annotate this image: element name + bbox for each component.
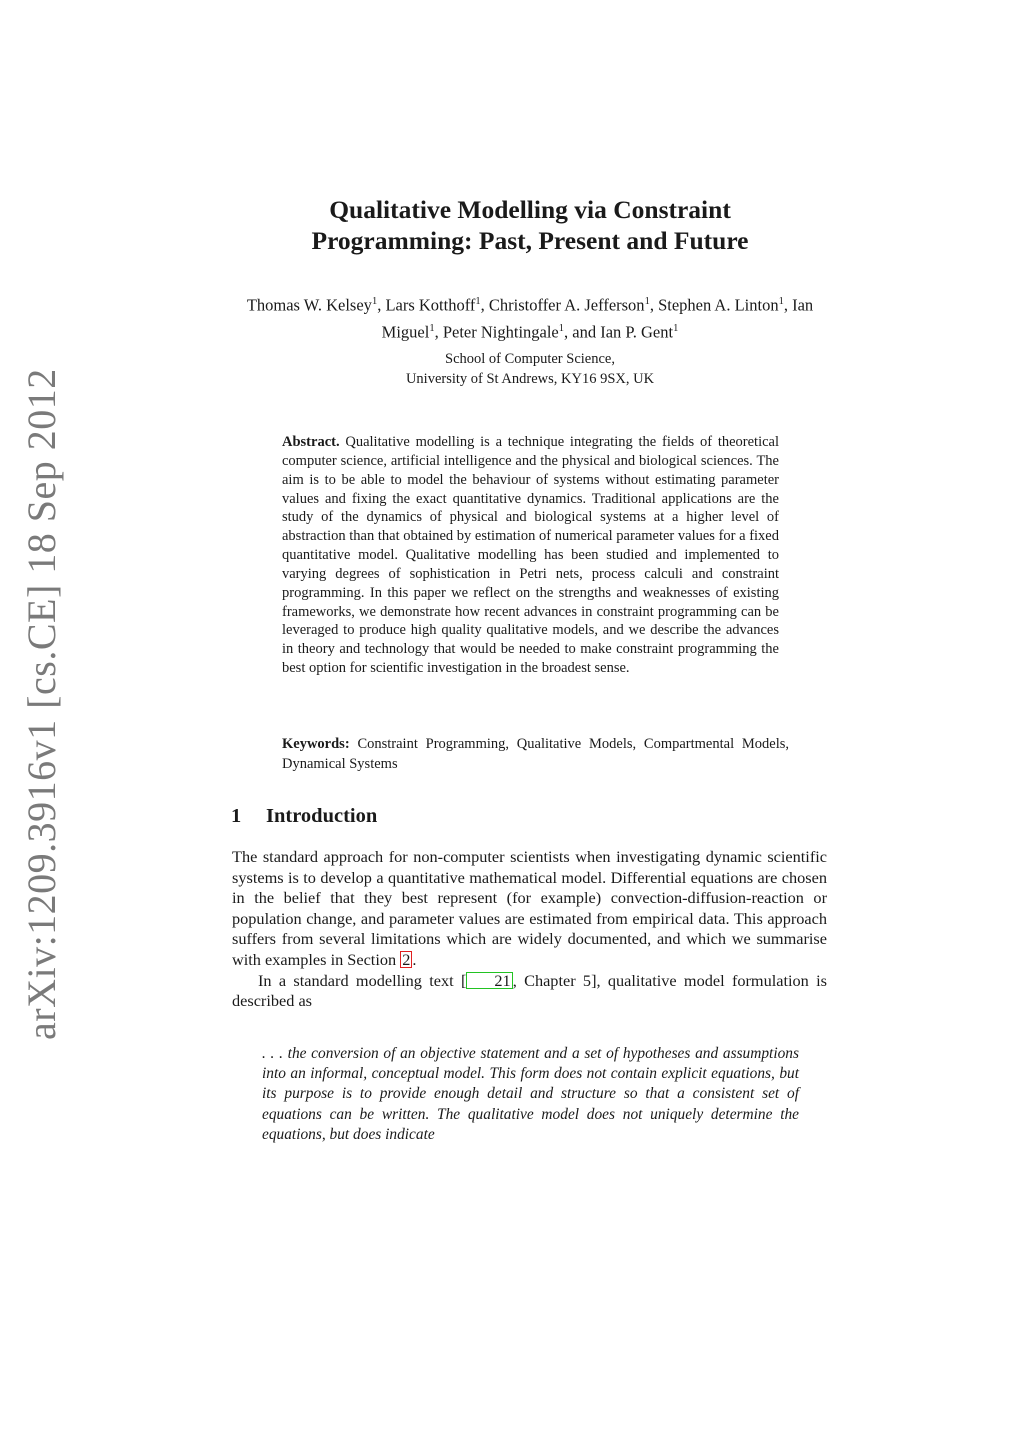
author-affiliation-mark: 1 [673, 322, 679, 334]
section-number: 1 [231, 805, 242, 827]
author-name: Ian P. Gent [600, 322, 674, 341]
paragraph-1 [232, 847, 827, 971]
author-name: Christoffer A. Jefferson [488, 295, 645, 315]
author-separator: , and [564, 322, 601, 341]
section-title: Introduction [266, 805, 378, 827]
author-name: Peter Nightingale [442, 322, 559, 341]
author-affiliation-mark: 1 [371, 296, 378, 307]
affiliation [230, 350, 830, 389]
keywords [282, 735, 789, 774]
author-name: Stephen A. Linton [658, 295, 779, 315]
author-separator: , [377, 295, 386, 315]
author-affiliation-mark: 1 [558, 322, 565, 334]
keywords-label: Keywords: [282, 736, 350, 752]
author-name: Lars Kotthoff [385, 295, 476, 315]
author-affiliation-mark: 1 [778, 296, 784, 307]
paragraph-1-end: . [412, 949, 417, 969]
title-line-1: Qualitative Modelling via Constraint [329, 195, 731, 224]
author-affiliation-mark: 1 [475, 296, 481, 307]
paper-title [230, 194, 830, 256]
paragraph-1-text: The standard approach for non-computer scientists when investigating dynamic scientific systems is to develop a quantitative mathematical model. Differential equations are chosen in the belief that they best represent (for example) convection-diffusion-reaction or population change, and parameter values are estimated from empirical data. This approach suffers from several limitations which are widely documented, and which we summarise with examples in Section [232, 847, 827, 969]
block-quote: . . . the conversion of an objective statement and a set of hypotheses and assumptions into an informal, conceptual model. This form does not contain explicit equations, but its purpose is to provide enough detail and structure so that a consistent set of equations can be written. The qualitative model does not uniquely determine the equations, but does indicate [262, 1045, 799, 1143]
abstract [282, 433, 779, 678]
author-name: Ian Miguel [381, 295, 814, 341]
section-heading [231, 805, 377, 828]
author-affiliation-mark: 1 [429, 322, 435, 334]
paragraph-2-before: In a standard modelling text [258, 970, 461, 990]
author-list [230, 290, 830, 343]
paragraph-2-open-bracket: [ [460, 970, 467, 990]
author-separator: , [480, 295, 489, 315]
abstract-text: Qualitative modelling is a technique integrating the fields of theoretical computer science, artificial intelligence and the physical and biological sciences. The aim is to be able to model the behaviour of systems without estimating parameter values and fixing the exact quantitative dynamics. Traditional applications are the study of the dynamics of physical and biological systems at a higher level of abstraction than that obtained by estimation of numerical parameter values for a fixed quantitative model. Qualitative modelling has been studied and implemented to varying degrees of sophistication in Petri nets, process calculi and constraint programming. In this paper we reflect on the strengths and weaknesses of existing frameworks, we demonstrate how recent advances in constraint programming can be leveraged to produce high quality qualitative models, and we describe the advances in theory and technology that would be needed to make constraint programming the best option for scientific investigation in the broadest sense. [282, 434, 780, 677]
section-reference-link[interactable]: 2 [402, 949, 411, 969]
affiliation-line-2: University of St Andrews, KY16 9SX, UK [405, 370, 655, 387]
citation-link[interactable]: 21 [466, 972, 512, 989]
paragraph-2-after: , Chapter 5], qualitative model formulation is described as [232, 970, 827, 1011]
title-line-2: Programming: Past, Present and Future [311, 226, 749, 255]
author-affiliation-mark: 1 [644, 296, 650, 307]
author-name: Thomas W. Kelsey [246, 295, 372, 315]
author-separator: , [434, 322, 443, 341]
paragraph-2 [232, 971, 827, 1012]
author-separator: , [649, 295, 659, 315]
introduction-body [232, 847, 827, 1012]
author-separator: , [783, 295, 793, 315]
affiliation-line-1: School of Computer Science, [445, 351, 615, 367]
keywords-text: Constraint Programming, Qualitative Models, Compartmental Models, Dynamical Systems [282, 736, 790, 772]
abstract-label: Abstract. [282, 434, 340, 450]
arxiv-identifier-stamp: arXiv:1209.3916v1 [cs.CE] 18 Sep 2012 [19, 368, 64, 1040]
